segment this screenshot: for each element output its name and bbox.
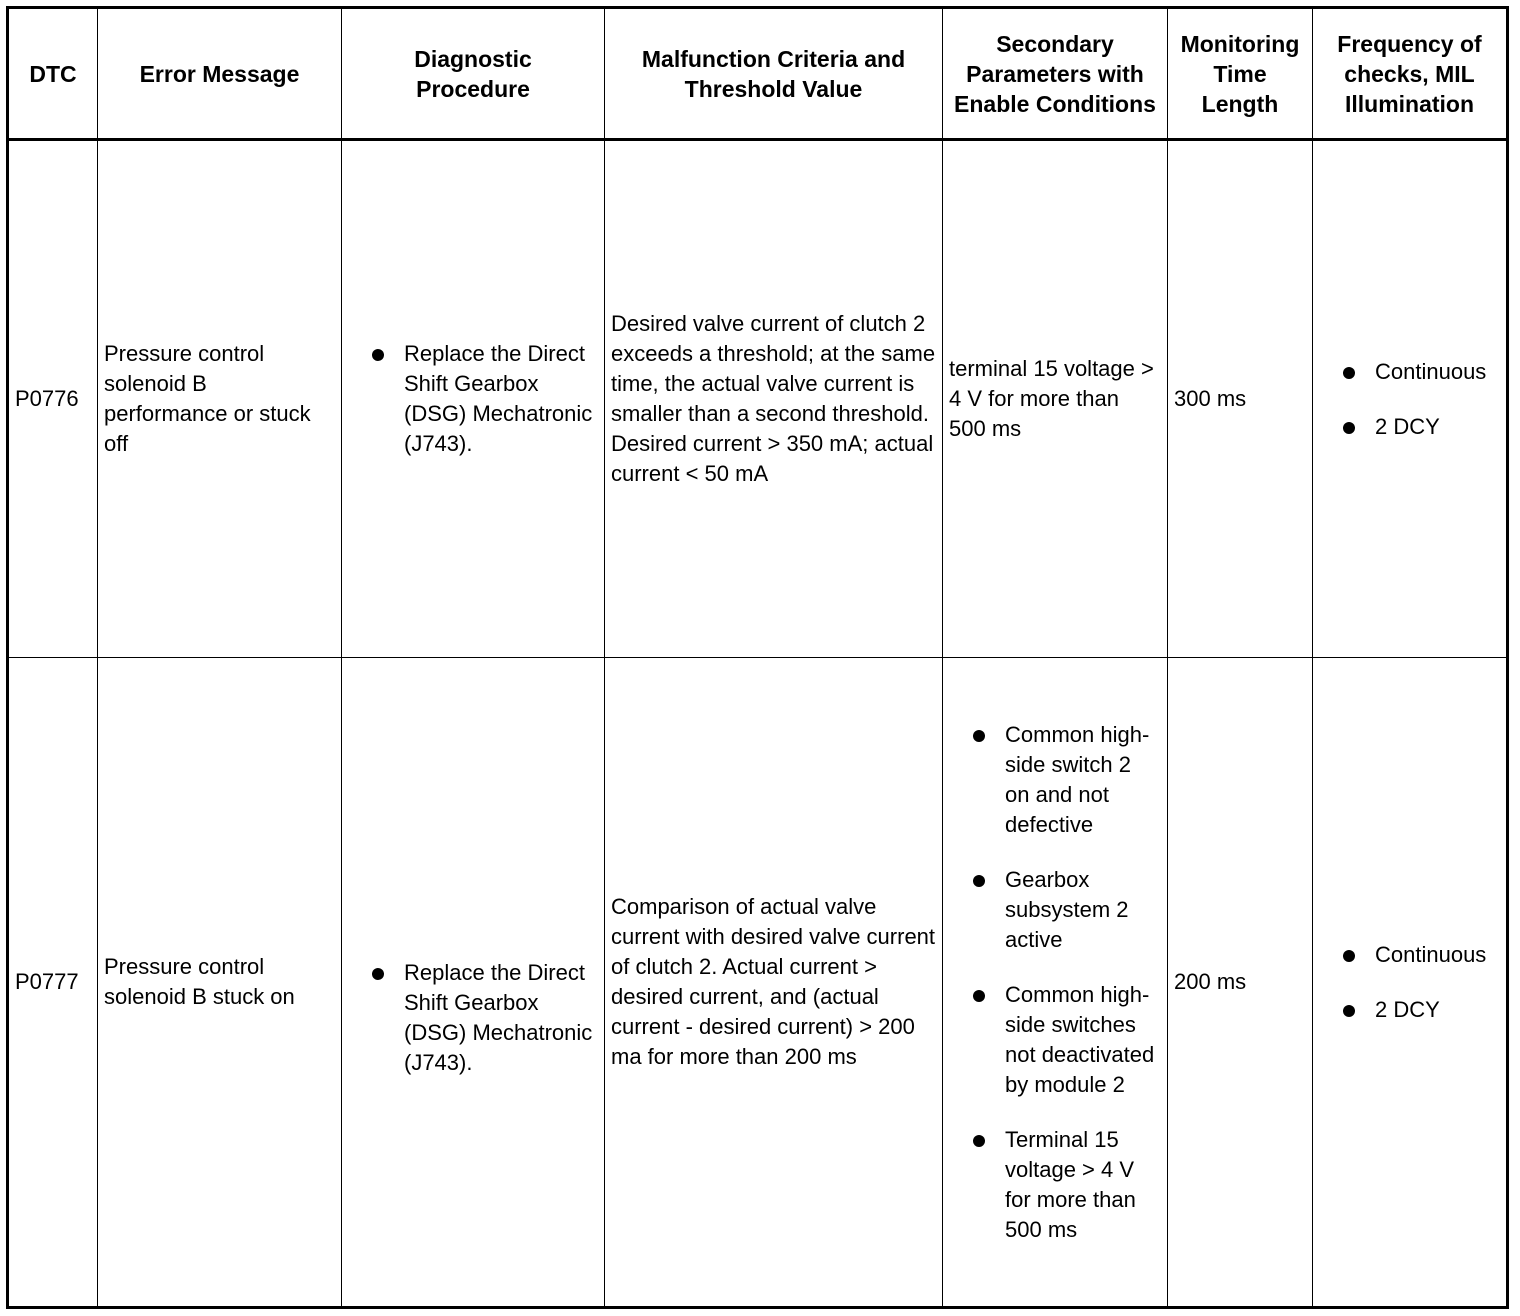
list-item: Terminal 15 voltage > 4 V for more than 500 ms (969, 1125, 1161, 1245)
cell-secondary-parameters: terminal 15 voltage > 4 V for more than 500 ms (943, 140, 1168, 658)
list-item: Common high-side switch 2 on and not defective (969, 720, 1161, 840)
list-item: 2 DCY (1339, 412, 1500, 442)
list-item: Continuous (1339, 940, 1500, 970)
list-item: 2 DCY (1339, 995, 1500, 1025)
header-secondary-parameters: Secondary Parameters with Enable Conditions (943, 8, 1168, 140)
cell-frequency (1313, 140, 1508, 658)
cell-monitoring-time: 200 ms (1168, 658, 1313, 1308)
table-header-row (8, 8, 1508, 140)
frequency-list (1319, 940, 1500, 1025)
header-malfunction-criteria: Malfunction Criteria and Threshold Value (605, 8, 943, 140)
list-item: Common high-side switches not deactivated by module 2 (969, 980, 1161, 1100)
list-item: Replace the Direct Shift Gearbox (DSG) Mechatronic (J743). (368, 958, 598, 1078)
list-item: Continuous (1339, 357, 1500, 387)
table-row (8, 140, 1508, 658)
cell-malfunction-criteria: Comparison of actual valve current with desired valve current of clutch 2. Actual current > desired current, and (actual current - desired current) > 200 ma for more than 200 ms (605, 658, 943, 1308)
cell-malfunction-criteria: Desired valve current of clutch 2 exceeds a threshold; at the same time, the actual valve current is smaller than a second threshold. Desired current > 350 mA; actual current < 50 mA (605, 140, 943, 658)
list-item: Replace the Direct Shift Gearbox (DSG) Mechatronic (J743). (368, 339, 598, 459)
list-item: Gearbox subsystem 2 active (969, 865, 1161, 955)
dtc-table (6, 6, 1509, 1309)
frequency-list (1319, 357, 1500, 442)
header-dtc: DTC (8, 8, 98, 140)
secondary-parameters-list (949, 720, 1161, 1245)
procedure-list (348, 339, 598, 459)
header-frequency: Frequency of checks, MIL Illumination (1313, 8, 1508, 140)
cell-error-message: Pressure control solenoid B performance or stuck off (98, 140, 342, 658)
table-row (8, 658, 1508, 1308)
header-diagnostic-procedure: Diagnostic Procedure (342, 8, 605, 140)
cell-diagnostic-procedure (342, 658, 605, 1308)
cell-dtc: P0776 (8, 140, 98, 658)
cell-diagnostic-procedure (342, 140, 605, 658)
cell-frequency (1313, 658, 1508, 1308)
cell-monitoring-time: 300 ms (1168, 140, 1313, 658)
header-monitoring-time: Monitoring Time Length (1168, 8, 1313, 140)
header-error-message: Error Message (98, 8, 342, 140)
cell-dtc: P0777 (8, 658, 98, 1308)
procedure-list (348, 958, 598, 1078)
cell-error-message: Pressure control solenoid B stuck on (98, 658, 342, 1308)
cell-secondary-parameters (943, 658, 1168, 1308)
